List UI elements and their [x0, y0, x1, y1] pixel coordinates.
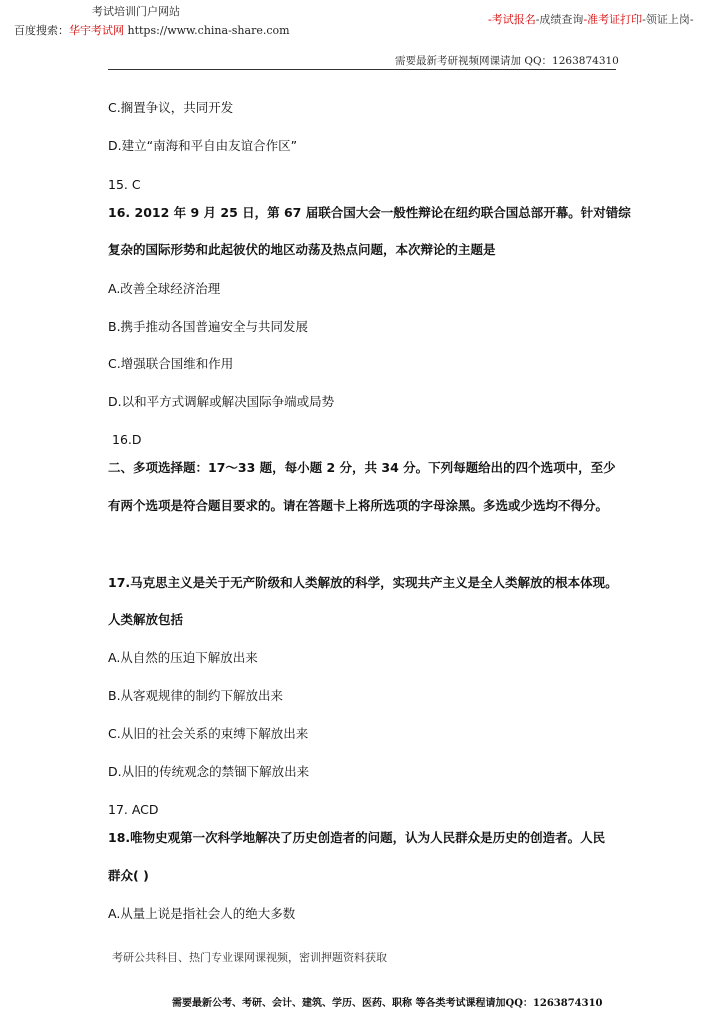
- question-17-line1: 17.马克思主义是关于无产阶级和人类解放的科学，实现共产主义是全人类解放的根本体现。: [108, 575, 618, 590]
- option-17a: A.从自然的压迫下解放出来: [108, 650, 258, 665]
- header-divider: [108, 69, 616, 70]
- option-16c: C.增强联合国维和作用: [108, 356, 234, 371]
- link-score-query[interactable]: -成绩查询: [535, 13, 584, 26]
- option-17c: C.从旧的社会关系的束缚下解放出来: [108, 726, 309, 741]
- option-16d: D.以和平方式调解或解决国际争端或局势: [108, 394, 335, 409]
- answer-15: 15. C: [108, 177, 141, 192]
- option-17d: D.从旧的传统观念的禁锢下解放出来: [108, 764, 310, 779]
- header-links: [488, 11, 694, 27]
- footer-qq-contact: 需要最新公考、考研、会计、建筑、学历、医药、职称 等各类考试课程请加QQ：1263874310: [172, 998, 603, 1009]
- option-15c: C.搁置争议，共同开发: [108, 100, 234, 115]
- footer-promo: 考研公共科目、热门专业课网课视频，密训押题资料获取: [112, 951, 387, 964]
- section-2-line2: 有两个选项是符合题目要求的。请在答题卡上将所选项的字母涂黑。多选或少选均不得分。: [108, 498, 609, 513]
- brand-name[interactable]: 华宇考试网: [69, 24, 124, 37]
- question-18-line2: 群众( ): [108, 868, 149, 883]
- question-17-line2: 人类解放包括: [108, 612, 184, 627]
- option-17b: B.从客观规律的制约下解放出来: [108, 688, 284, 703]
- search-label: 百度搜索：: [14, 24, 69, 37]
- qq-contact-header: 需要最新考研视频网课请加 QQ：1263874310: [395, 55, 619, 67]
- site-url[interactable]: https://www.china-share.com: [127, 24, 290, 37]
- search-hint: [14, 22, 290, 38]
- link-certificate[interactable]: -领证上岗-: [642, 13, 694, 26]
- site-title: 考试培训门户网站: [92, 5, 180, 18]
- question-16-line2: 复杂的国际形势和此起彼伏的地区动荡及热点问题，本次辩论的主题是: [108, 242, 496, 257]
- question-18-line1: 18.唯物史观第一次科学地解决了历史创造者的问题，认为人民群众是历史的创造者。人民: [108, 830, 606, 845]
- option-18a: A.从量上说是指社会人的绝大多数: [108, 906, 296, 921]
- option-16a: A.改善全球经济治理: [108, 281, 221, 296]
- question-16-line1: 16. 2012 年 9 月 25 日，第 67 届联合国大会一般性辩论在纽约联合国总部开幕。针对错综: [108, 205, 631, 220]
- answer-16: 16.D: [112, 432, 142, 447]
- answer-17: 17. ACD: [108, 802, 159, 817]
- link-admission-ticket[interactable]: -准考证打印: [583, 13, 643, 26]
- section-2-line1: 二、多项选择题：17～33 题，每小题 2 分，共 34 分。下列每题给出的四个选项中，至少: [108, 460, 616, 475]
- option-16b: B.携手推动各国普遍安全与共同发展: [108, 319, 309, 334]
- option-15d: D.建立“南海和平自由友谊合作区”: [108, 138, 298, 153]
- link-exam-registration[interactable]: -考试报名: [488, 13, 536, 26]
